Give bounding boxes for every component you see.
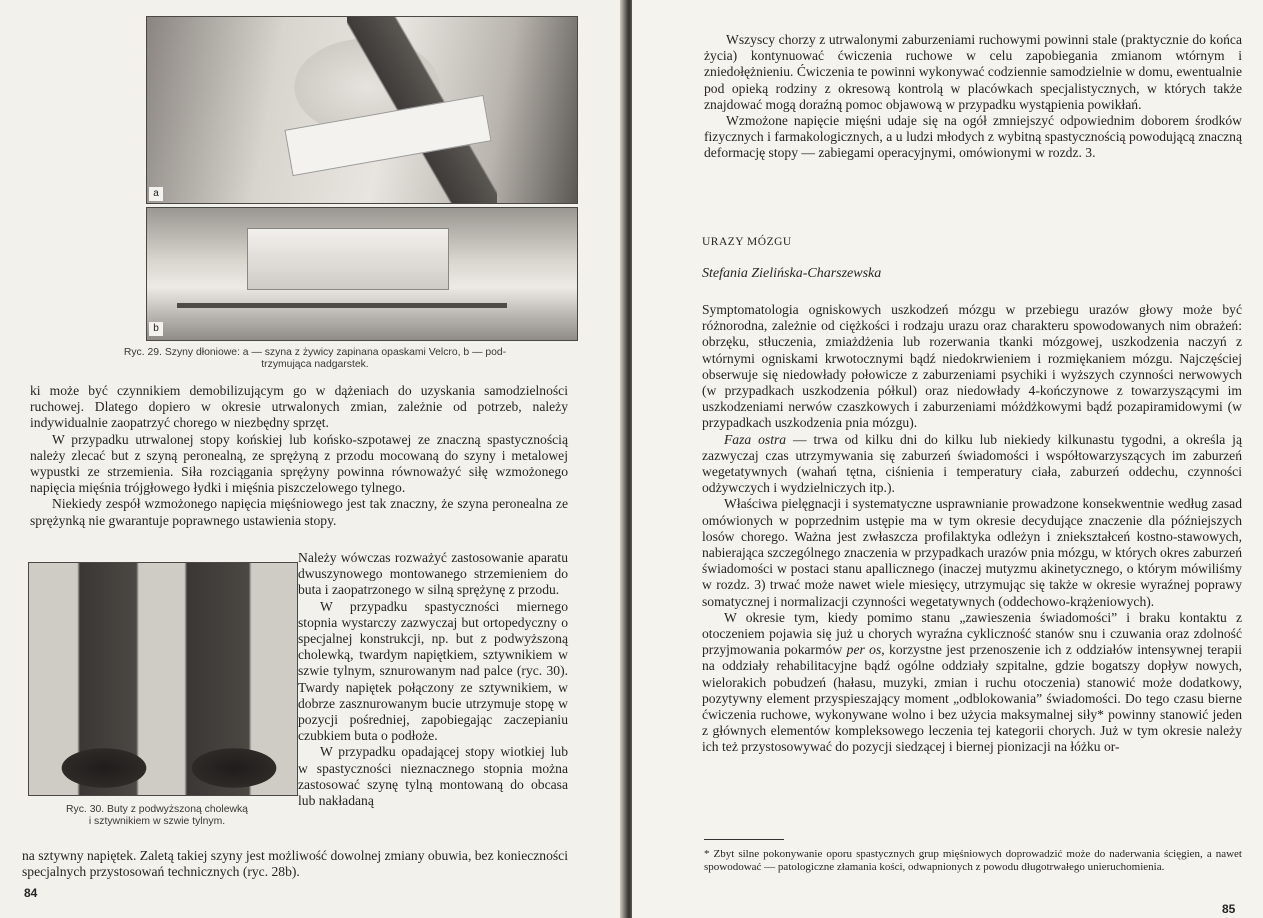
paragraph: ki może być czynnikiem demobilizującym go w dążeniach do uzyskania samodzielności ruchowej. Dlatego dopiero w okresie utrwalonych zmian, zależnie od potrzeb, należy indywidualnie zaopatrzyć chorego w niezbędny sprzęt. (30, 383, 568, 431)
paragraph: Należy wówczas rozważyć zastosowanie aparatu dwuszynowego montowanego strzemieniem do buta i zaopatrzonego w silną sprężynę z przodu. (298, 550, 568, 598)
figure-29-caption (30, 347, 600, 371)
bottom-paragraph (22, 848, 568, 880)
paragraph (702, 610, 1242, 756)
caption-line: trzymująca nadgarstek. (261, 359, 369, 370)
figure-letter-b: b (149, 322, 163, 336)
figure-30-caption (22, 804, 292, 828)
footnote-rule (704, 839, 784, 840)
footnote: * Zbyt silne pokonywanie oporu spastycznych grup mięśniowych doprowadzić może do naderwania ścięgien, a nawet spowodować — patologiczne złamania kości, odwapnionych z powodu długotrwałego unieruchomienia. (704, 848, 1242, 873)
splint-rail (177, 303, 507, 308)
main-text-block (702, 302, 1242, 756)
upper-text-block (30, 383, 568, 529)
figure-29a-photo (146, 16, 578, 204)
section-heading: URAZY MÓZGU (702, 236, 792, 248)
paragraph: Wszyscy chorzy z utrwalonymi zaburzeniami ruchowymi powinni stale (praktycznie do końca życia) kontynuować ćwiczenia ruchowe w celu zapobiegania zmianom wtórnym i zniedołężnieniu. Ćwiczenia te powinni wykonywać codziennie samodzielnie w domu, ewentualnie pod opieką rodziny z okresową kontrolą w placówkach specjalistycznych, w których także znajdować mogą doraźną pomoc objawową w przypadku wystąpienia powikłań. (704, 32, 1242, 112)
paragraph-text: , korzystne jest przenoszenie ich z oddziałów intensywnej terapii na oddziały rehabilitacyjne bądź ogólne oddziały szpitalne, gdzie bogatszy dopływ nowych, wielorakich pobudzeń (hałasu, muzyki, zmian i ruchu otoczenia) stanowić może dodatkowy, pozytywny element przyspieszający moment „odblokowania” świadomości. Do tego czasu bierne ćwiczenia ruchowe, wykonywane wolno i bez użycia maksymalnej siły* powinny stanowić jeden z głównych elementów kompleksowego leczenia tej kategorii chorych. Już w tym okresie należy ich też przystosowywać do pozycji siedzącej i biernej pionizacji na łóżku or- (702, 642, 1242, 755)
paragraph: W przypadku opadającej stopy wiotkiej lub w spastyczności nieznacznego stopnia można zastosować szynę tylną montowaną do obcasa lub nakładaną (298, 744, 568, 809)
figure-29b-photo (146, 207, 578, 341)
paragraph (702, 432, 1242, 497)
right-page (632, 0, 1263, 918)
figure-letter-a: a (149, 187, 163, 201)
paragraph: Symptomatologia ogniskowych uszkodzeń mózgu w przebiegu urazów głowy może być różnorodna, zależnie od ciężkości i rodzaju urazu oraz charakteru spowodowanych nim obrażeń: obrzęku, stłuczenia, zmiażdżenia lub rozerwania tkanki mózgowej, uszkodzenia naczyń z wtórnymi ogniskami krwotocznymi bądź niedokrwieniem i rozmiękaniem mózgu. Najczęściej obserwuje się niedowłady połowicze z zaburzeniami psychiki i wyższych czynności nerwowych (w przypadkach uszkodzenia półkul) oraz niedowłady 4-kończynowe z towarzyszącymi im uszkodzeniami nerwów czaszkowych i zaburzeniami móżdżkowymi bądź pozapiramidowymi (w przypadkach uszkodzenia pnia mózgu). (702, 302, 1242, 431)
author-name: Stefania Zielińska-Charszewska (702, 266, 882, 281)
paragraph: na sztywny napiętek. Zaletą takiej szyny jest możliwość dowolnej zmiany obuwia, bez konieczności specjalnych przystosowań technicznych (ryc. 28b). (22, 848, 568, 880)
paragraph: W przypadku utrwalonej stopy końskiej lub końsko-szpotawej ze znaczną spastycznością należy zlecać but z szyną peronealną, ze sprężyną z przodu mocowaną do szyny i metalowej wypustki ze strzemienia. Siła rozciągania sprężyny powinna równoważyć siłę wzmożonego napięcia mięśnia trójgłowego łydki i mięśnia piszczelowego tylnego. (30, 431, 568, 496)
paragraph: Niekiedy zespół wzmożonego napięcia mięśniowego jest tak znaczny, że szyna peronealna ze sprężynką nie gwarantuje poprawnego ustawienia stopy. (30, 496, 568, 528)
caption-line: Ryc. 29. Szyny dłoniowe: a — szyna z żywicy zapinana opaskami Velcro, b — pod- (123, 347, 507, 358)
paragraph: Wzmożone napięcie mięśni udaje się na ogół zmniejszyć odpowiednim doborem środków fizycznych i farmakologicznych, a u ludzi młodych z wybitną spastycznością powodującą znaczną deformację stopy — zabiegami operacyjnymi, omówionymi w rozdz. 3. (704, 113, 1242, 161)
left-page (0, 0, 626, 918)
italic-term: per os (846, 642, 882, 658)
top-text-block (704, 32, 1242, 162)
figure-30-photo (28, 562, 298, 796)
caption-line: Ryc. 30. Buty z podwyższoną cholewką (66, 804, 248, 815)
page-number-right: 85 (1222, 902, 1236, 916)
right-column-text (298, 550, 568, 809)
paragraph: W przypadku spastyczności miernego stopnia wystarczy zazwyczaj but ortopedyczny o specjalnej konstrukcji, np. but z podwyższoną cholewką, twardym napiętkiem, sztywnikiem w szwie tylnym, sznurowanym nad palce (ryc. 30). Twardy napiętek połączony ze sztywnikiem, w dobrze zasznurowanym bucie utrzymuje stopę w pozycji pośredniej, zapobiegając zaczepianiu czubkiem buta o podłoże. (298, 598, 568, 744)
caption-line: i sztywnikiem w szwie tylnym. (88, 816, 226, 827)
page-number-left: 84 (24, 886, 38, 900)
paragraph: Właściwa pielęgnacji i systematyczne usprawnianie prowadzone konsekwentnie według zasad omówionych w poprzednim ustępie ma w tym okresie decydujące znaczenie dla późniejszych losów chorego. Ważna jest zwłaszcza profilaktyka odleżyn i zniekształceń kostno-stawowych, nabierająca szczególnego znaczenia w przypadkach urazów pnia mózgu, w których okres zaburzeń świadomości w postaci stanu apallicznego (inaczej mutyzmu akinetycznego, o którym mówiliśmy w rozdz. 3) trwać może nawet wiele miesięcy, utrzymując się także w okresie wyraźnej poprawy somatycznej i normalizacji czynności wegetatywnych (oddechowo-krążeniowych). (702, 496, 1242, 609)
paragraph-text: W okresie tym, kiedy pomimo stanu „zawieszenia świadomości” i braku kontaktu z otoczeniem pojawia się już u chorych wyraźna cykliczność stanów snu i czuwania oraz zdolność przyjmowania pokarmów (702, 609, 1242, 658)
italic-term: Faza ostra (724, 431, 787, 447)
wrist-strap (247, 228, 449, 290)
paragraph-text: — trwa od kilku dni do kilku lub niekiedy kilkunastu tygodni, a określa ją zazwyczaj czas utrzymywania się zaburzeń świadomości i współtowarzyszących im zaburzeń wegetatywnych (wahań tętna, ciśnienia i temperatury ciała, zaburzeń oddechu, czynności odżywczych i wydzielniczych itp.). (702, 431, 1242, 496)
